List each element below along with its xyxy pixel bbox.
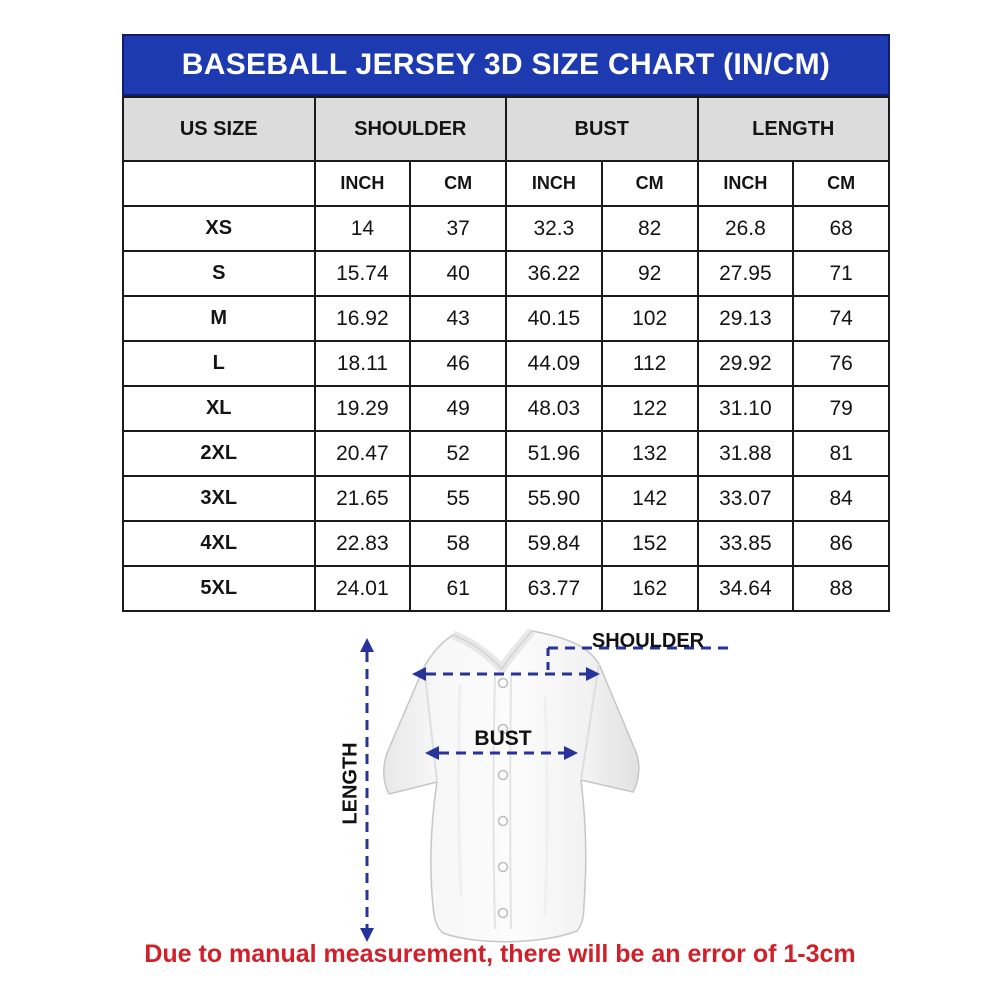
table-row [123, 566, 889, 611]
column-header-length: LENGTH [698, 97, 890, 161]
value-cell: 122 [602, 386, 698, 431]
table-row [123, 296, 889, 341]
unit-header-empty [123, 161, 315, 206]
value-cell: 29.13 [698, 296, 794, 341]
value-cell: 132 [602, 431, 698, 476]
value-cell: 46 [410, 341, 506, 386]
table-row [123, 341, 889, 386]
value-cell: 74 [793, 296, 889, 341]
value-cell: 81 [793, 431, 889, 476]
value-cell: 51.96 [506, 431, 602, 476]
value-cell: 31.88 [698, 431, 794, 476]
value-cell: 152 [602, 521, 698, 566]
size-label-cell: M [123, 296, 315, 341]
unit-header: INCH [506, 161, 602, 206]
value-cell: 88 [793, 566, 889, 611]
unit-header: INCH [315, 161, 411, 206]
value-cell: 29.92 [698, 341, 794, 386]
table-row [123, 431, 889, 476]
value-cell: 55.90 [506, 476, 602, 521]
jersey-measurement-diagram [0, 625, 1000, 955]
value-cell: 58 [410, 521, 506, 566]
unit-header: CM [793, 161, 889, 206]
column-header-bust: BUST [506, 97, 698, 161]
value-cell: 162 [602, 566, 698, 611]
value-cell: 43 [410, 296, 506, 341]
value-cell: 102 [602, 296, 698, 341]
jersey-illustration [0, 625, 1000, 955]
value-cell: 49 [410, 386, 506, 431]
value-cell: 18.11 [315, 341, 411, 386]
value-cell: 33.85 [698, 521, 794, 566]
table-row [123, 206, 889, 251]
value-cell: 63.77 [506, 566, 602, 611]
size-label-cell: 3XL [123, 476, 315, 521]
value-cell: 16.92 [315, 296, 411, 341]
value-cell: 86 [793, 521, 889, 566]
shoulder-label: SHOULDER [591, 630, 705, 652]
table-row [123, 521, 889, 566]
value-cell: 142 [602, 476, 698, 521]
value-cell: 32.3 [506, 206, 602, 251]
value-cell: 34.64 [698, 566, 794, 611]
value-cell: 112 [602, 341, 698, 386]
unit-header: CM [410, 161, 506, 206]
table-row [123, 386, 889, 431]
value-cell: 37 [410, 206, 506, 251]
size-label-cell: XS [123, 206, 315, 251]
value-cell: 24.01 [315, 566, 411, 611]
measurement-note: Due to manual measurement, there will be an error of 1-3cm [144, 940, 856, 968]
length-label: LENGTH [339, 742, 362, 825]
value-cell: 40.15 [506, 296, 602, 341]
value-cell: 14 [315, 206, 411, 251]
unit-header: CM [602, 161, 698, 206]
value-cell: 15.74 [315, 251, 411, 296]
size-label-cell: L [123, 341, 315, 386]
value-cell: 20.47 [315, 431, 411, 476]
bust-label: BUST [474, 727, 532, 750]
value-cell: 59.84 [506, 521, 602, 566]
value-cell: 36.22 [506, 251, 602, 296]
size-label-cell: XL [123, 386, 315, 431]
table-row [123, 476, 889, 521]
value-cell: 19.29 [315, 386, 411, 431]
size-label-cell: S [123, 251, 315, 296]
column-group-row [123, 97, 889, 161]
unit-header-row [123, 161, 889, 206]
page-title: BASEBALL JERSEY 3D SIZE CHART (IN/CM) [181, 48, 831, 81]
column-header-us-size: US SIZE [123, 97, 315, 161]
unit-header: INCH [698, 161, 794, 206]
value-cell: 26.8 [698, 206, 794, 251]
value-cell: 22.83 [315, 521, 411, 566]
value-cell: 40 [410, 251, 506, 296]
value-cell: 44.09 [506, 341, 602, 386]
size-label-cell: 2XL [123, 431, 315, 476]
value-cell: 27.95 [698, 251, 794, 296]
value-cell: 92 [602, 251, 698, 296]
value-cell: 61 [410, 566, 506, 611]
value-cell: 79 [793, 386, 889, 431]
size-label-cell: 4XL [123, 521, 315, 566]
value-cell: 48.03 [506, 386, 602, 431]
value-cell: 82 [602, 206, 698, 251]
value-cell: 68 [793, 206, 889, 251]
value-cell: 52 [410, 431, 506, 476]
value-cell: 33.07 [698, 476, 794, 521]
value-cell: 21.65 [315, 476, 411, 521]
size-label-cell: 5XL [123, 566, 315, 611]
column-header-shoulder: SHOULDER [315, 97, 507, 161]
value-cell: 55 [410, 476, 506, 521]
chart-title-banner [122, 34, 890, 96]
value-cell: 76 [793, 341, 889, 386]
size-chart-table [122, 96, 890, 612]
value-cell: 84 [793, 476, 889, 521]
value-cell: 71 [793, 251, 889, 296]
value-cell: 31.10 [698, 386, 794, 431]
table-row [123, 251, 889, 296]
